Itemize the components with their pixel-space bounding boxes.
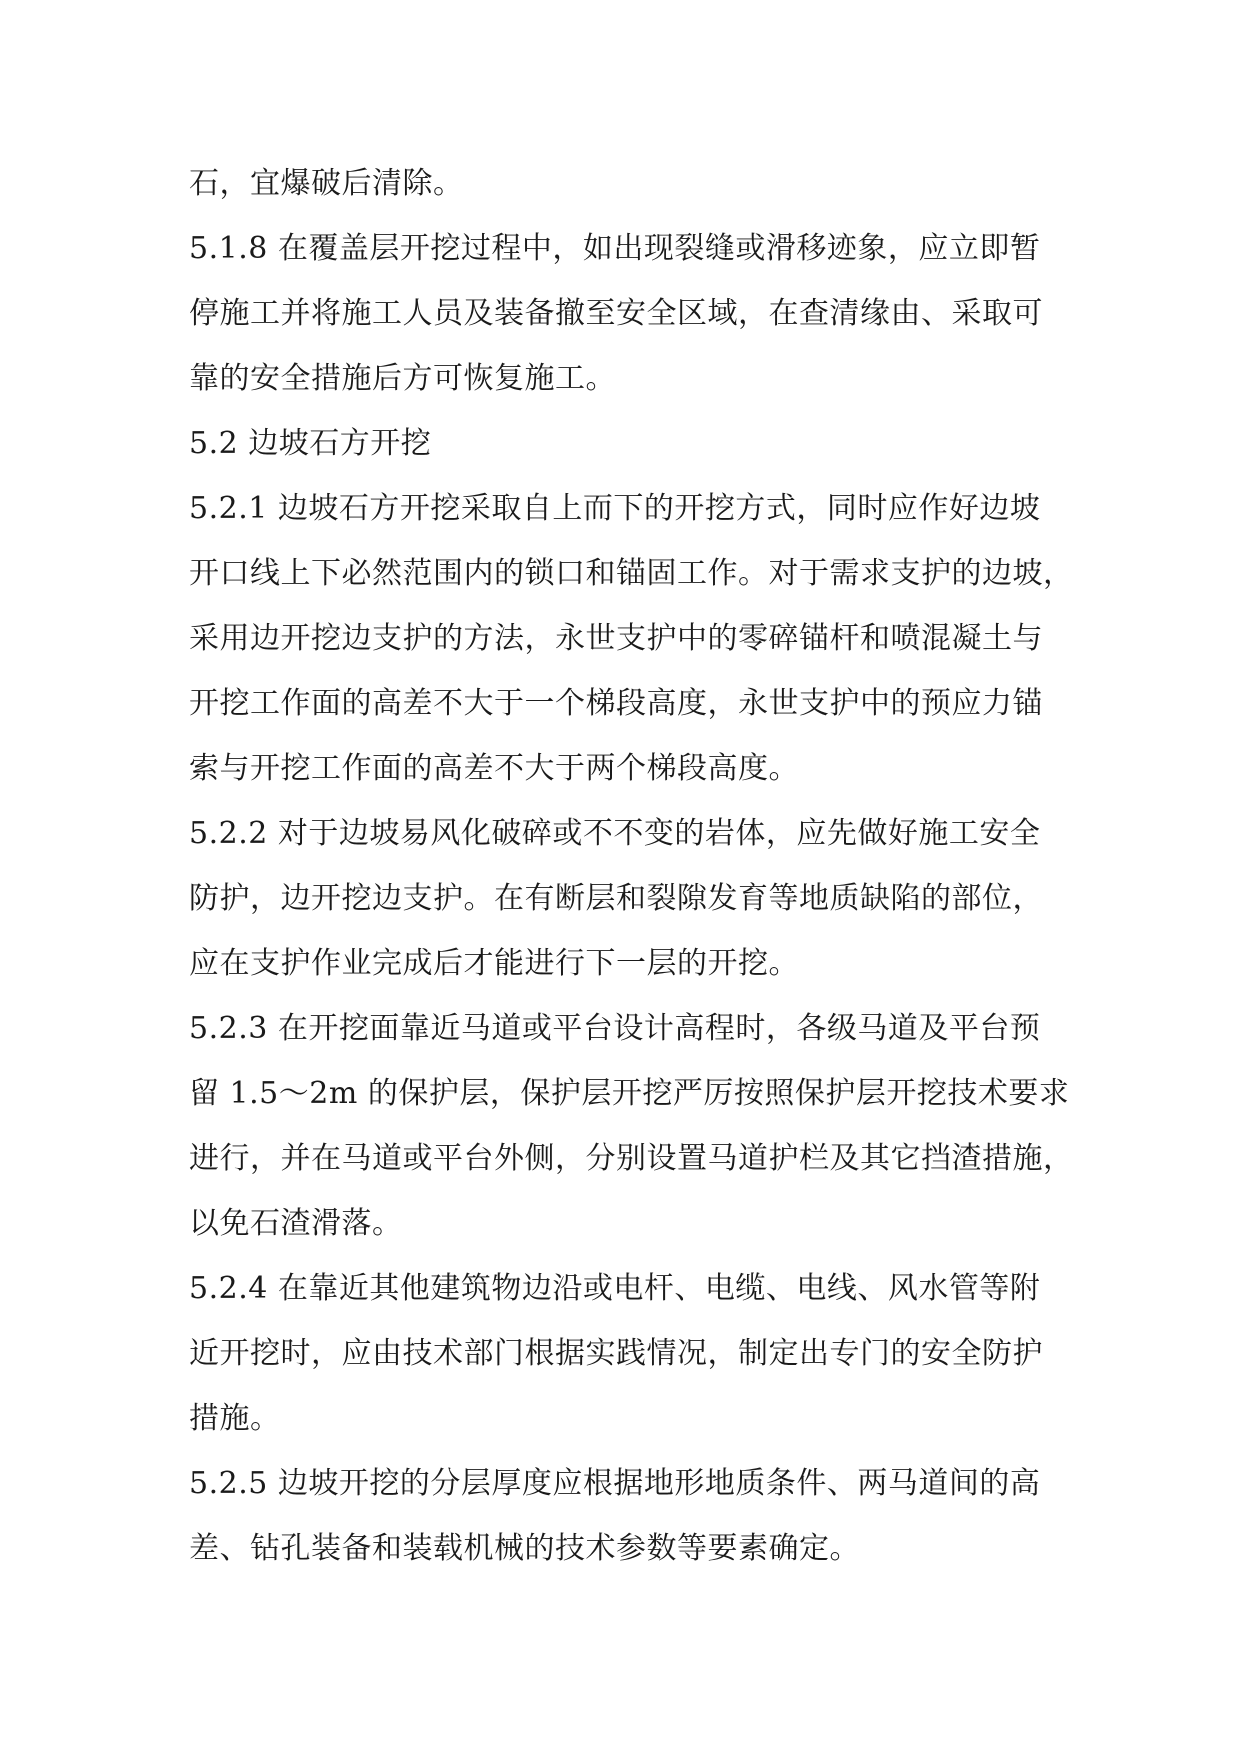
text-line: 停施工并将施工人员及装备撤至安全区域，在查清缘由、采取可: [189, 296, 1043, 331]
text-line: 开挖工作面的高差不大于一个梯段高度，永世支护中的预应力锚: [189, 686, 1043, 721]
text-line: 措施。: [189, 1401, 281, 1436]
document-body: [189, 158, 1074, 1588]
text-line: 采用边开挖边支护的方法，永世支护中的零碎锚杆和喷混凝土与: [189, 621, 1043, 656]
text-line: 进行，并在马道或平台外侧，分别设置马道护栏及其它挡渣措施，: [189, 1141, 1074, 1176]
text-line: 5.2.2 对于边坡易风化破碎或不不变的岩体，应先做好施工安全: [189, 816, 1041, 851]
text-line: 5.2.1 边坡石方开挖采取自上而下的开挖方式，同时应作好边坡: [189, 491, 1041, 526]
text-line: 以免石渣滑落。: [189, 1206, 403, 1241]
text-line: 近开挖时，应由技术部门根据实践情况，制定出专门的安全防护: [189, 1336, 1043, 1371]
text-line: 索与开挖工作面的高差不大于两个梯段高度。: [189, 751, 799, 786]
text-line: 靠的安全措施后方可恢复施工。: [189, 361, 616, 396]
text-line: 石，宜爆破后清除。: [189, 166, 464, 201]
text-line: 开口线上下必然范围内的锁口和锚固工作。对于需求支护的边坡，: [189, 556, 1074, 591]
text-line: 5.2.5 边坡开挖的分层厚度应根据地形地质条件、两马道间的高: [189, 1466, 1041, 1501]
text-line: 5.1.8 在覆盖层开挖过程中，如出现裂缝或滑移迹象，应立即暂: [189, 231, 1041, 266]
text-line: 5.2.4 在靠近其他建筑物边沿或电杆、电缆、电线、风水管等附: [189, 1271, 1041, 1306]
text-line: 差、钻孔装备和装载机械的技术参数等要素确定。: [189, 1531, 860, 1566]
text-line: 防护，边开挖边支护。在有断层和裂隙发育等地质缺陷的部位，: [189, 881, 1043, 916]
text-line: 应在支护作业完成后才能进行下一层的开挖。: [189, 946, 799, 981]
text-line: 5.2.3 在开挖面靠近马道或平台设计高程时，各级马道及平台预: [189, 1011, 1041, 1046]
text-line: 留 1.5～2m 的保护层，保护层开挖严厉按照保护层开挖技术要求: [189, 1076, 1070, 1111]
section-heading: 5.2 边坡石方开挖: [189, 426, 432, 461]
